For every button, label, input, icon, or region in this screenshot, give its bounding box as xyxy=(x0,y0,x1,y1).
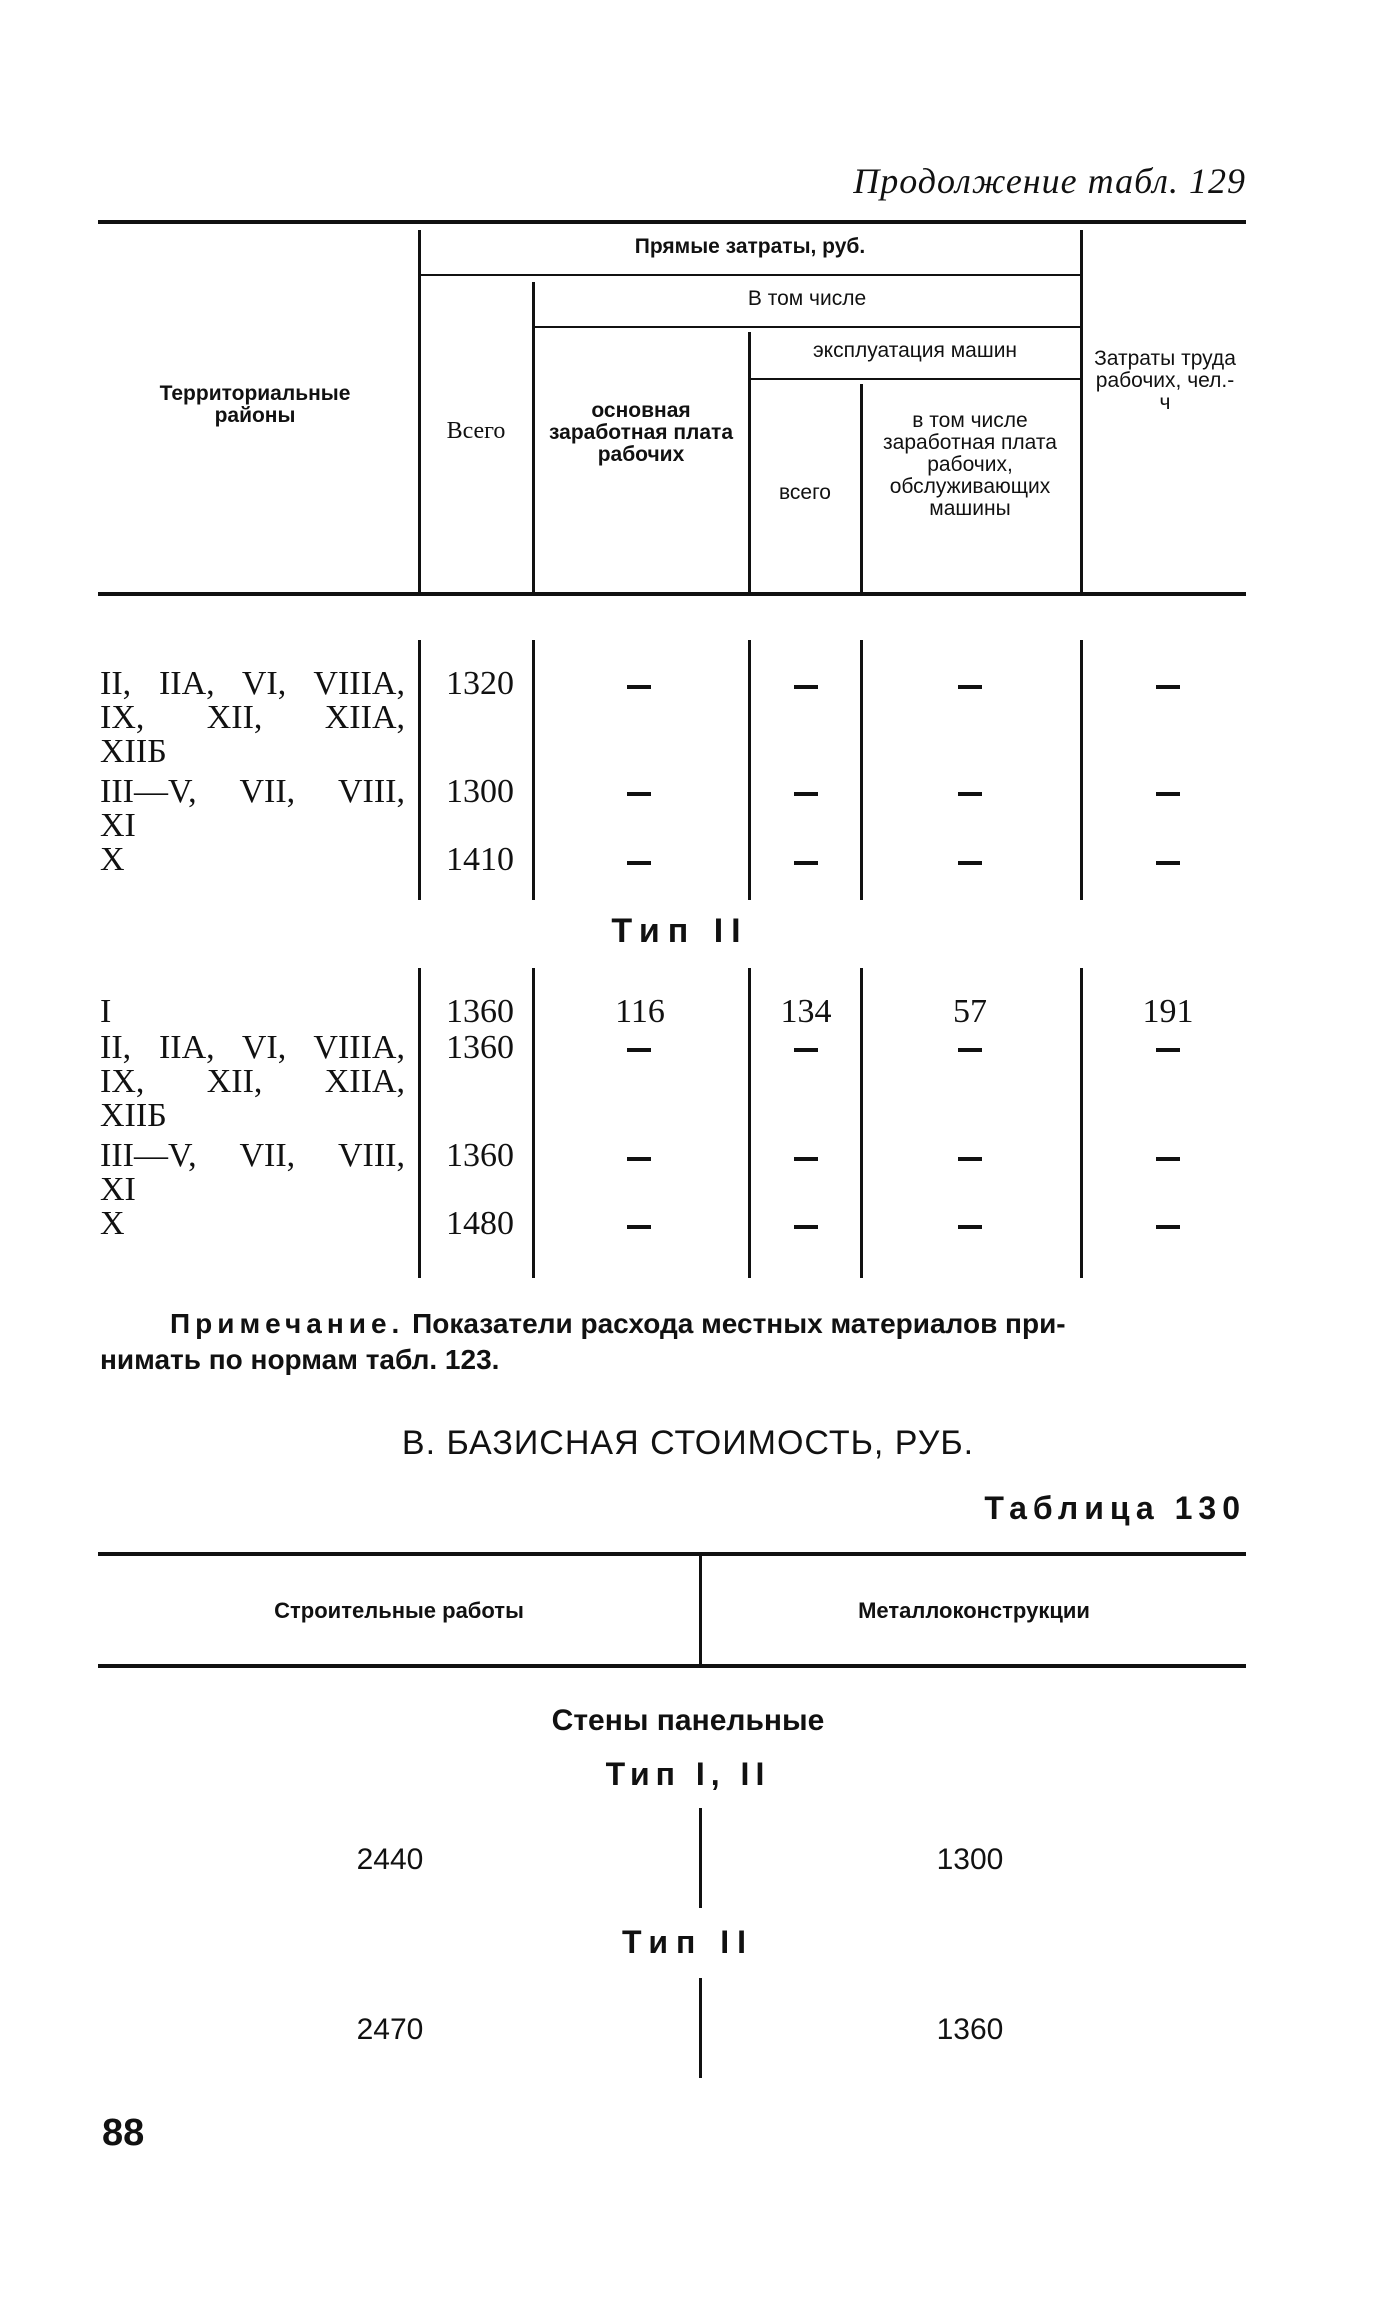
header-hline-direct xyxy=(420,274,1080,276)
dash-cell xyxy=(1156,861,1180,865)
metal-value: 1300 xyxy=(936,1843,1004,1876)
header-hline-machines xyxy=(750,378,1080,380)
table130-subtitle: Стены панельные xyxy=(551,1704,825,1737)
header-metal: Металлоконструкции xyxy=(858,1598,1090,1623)
region-label: I xyxy=(100,993,112,1030)
dash-cell xyxy=(958,1225,982,1229)
body1-vline-1 xyxy=(418,640,421,900)
header-hline-including xyxy=(534,326,1080,328)
note-line-1 xyxy=(170,1306,1250,1342)
header-machines-total: всего xyxy=(779,481,831,504)
header-base-wage: основная заработная плата рабочих xyxy=(548,399,734,466)
page-number: 88 xyxy=(102,2112,145,2154)
machines-total-cell: 134 xyxy=(780,993,832,1030)
table130-header-bottom-rule xyxy=(98,1664,1246,1668)
body2-vline-5 xyxy=(1080,968,1083,1278)
region-label: XIIБ xyxy=(100,1097,167,1134)
note-line-2: нимать по нормам табл. 123. xyxy=(100,1344,500,1375)
total-cell: 1360 xyxy=(446,1029,514,1066)
body1-vline-5 xyxy=(1080,640,1083,900)
type-label: Тип I, II xyxy=(605,1756,771,1792)
body1-vline-2 xyxy=(532,640,535,900)
body1-vline-3 xyxy=(748,640,751,900)
table-header-bottom-rule xyxy=(98,592,1246,596)
dash-cell xyxy=(794,1048,818,1052)
region-label: XI xyxy=(100,807,136,844)
dash-cell xyxy=(1156,1157,1180,1161)
body2-vline-4 xyxy=(860,968,863,1278)
table-label: Таблица 130 xyxy=(984,1490,1246,1526)
total-cell: 1410 xyxy=(446,841,514,878)
header-machines-wage: в том числе заработная плата рабочих, обслуживающих машины xyxy=(883,409,1057,520)
header-regions: Территориальные районы xyxy=(159,382,351,427)
total-cell: 1300 xyxy=(446,773,514,810)
header-vline-3 xyxy=(748,332,751,592)
header-vline-1 xyxy=(418,230,421,592)
metal-value: 1360 xyxy=(936,2013,1004,2046)
dash-cell xyxy=(1156,1225,1180,1229)
region-label: IX, XII, XIIA, xyxy=(100,1063,405,1100)
continuation-caption: Продолжение табл. 129 xyxy=(853,161,1246,201)
dash-cell xyxy=(958,1157,982,1161)
dash-cell xyxy=(958,861,982,865)
dash-cell xyxy=(958,792,982,796)
total-cell: 1360 xyxy=(446,1137,514,1174)
dash-cell xyxy=(794,1225,818,1229)
header-machine-operation: эксплуатация машин xyxy=(812,339,1018,362)
dash-cell xyxy=(1156,792,1180,796)
dash-cell xyxy=(627,685,651,689)
region-label: X xyxy=(100,841,125,878)
base-wage-cell: 116 xyxy=(615,993,665,1030)
section-title: В. БАЗИСНАЯ СТОИМОСТЬ, РУБ. xyxy=(401,1424,975,1462)
region-label: XIIБ xyxy=(100,733,167,770)
region-label: IX, XII, XIIA, xyxy=(100,699,405,736)
dash-cell xyxy=(627,1225,651,1229)
region-label: X xyxy=(100,1205,125,1242)
table130-vline-1 xyxy=(699,1808,702,1908)
type-label: Тип II xyxy=(611,912,749,950)
region-label: II, IIA, VI, VIIIA, xyxy=(100,665,405,702)
region-label: III—V, VII, VIII, xyxy=(100,773,405,810)
total-cell: 1480 xyxy=(446,1205,514,1242)
dash-cell xyxy=(794,685,818,689)
total-cell: 1360 xyxy=(446,993,514,1030)
header-vline-5 xyxy=(1080,230,1083,592)
labor-cell: 191 xyxy=(1142,993,1194,1030)
body2-vline-2 xyxy=(532,968,535,1278)
dash-cell xyxy=(794,861,818,865)
body2-vline-1 xyxy=(418,968,421,1278)
dash-cell xyxy=(627,792,651,796)
header-vline-2 xyxy=(532,282,535,592)
header-labor: Затраты труда рабочих, чел.-ч xyxy=(1094,347,1236,414)
region-label: III—V, VII, VIII, xyxy=(100,1137,405,1174)
header-construction: Строительные работы xyxy=(274,1598,524,1623)
header-total: Всего xyxy=(446,418,506,444)
construction-value: 2470 xyxy=(356,2013,424,2046)
header-direct-costs: Прямые затраты, руб. xyxy=(634,235,866,258)
dash-cell xyxy=(627,1157,651,1161)
body1-vline-4 xyxy=(860,640,863,900)
dash-cell xyxy=(1156,685,1180,689)
header-vline-4 xyxy=(860,384,863,592)
type-label: Тип II xyxy=(622,1924,754,1960)
dash-cell xyxy=(627,1048,651,1052)
total-cell: 1320 xyxy=(446,665,514,702)
dash-cell xyxy=(958,685,982,689)
dash-cell xyxy=(627,861,651,865)
dash-cell xyxy=(794,792,818,796)
region-label: XI xyxy=(100,1171,136,1208)
table130-vline-2 xyxy=(699,1978,702,2078)
dash-cell xyxy=(1156,1048,1180,1052)
region-label: II, IIA, VI, VIIIA, xyxy=(100,1029,405,1066)
machines-wage-cell: 57 xyxy=(953,993,987,1030)
note-label: Примечание. xyxy=(170,1308,405,1339)
construction-value: 2440 xyxy=(356,1843,424,1876)
table130-top-rule xyxy=(98,1552,1246,1556)
dash-cell xyxy=(794,1157,818,1161)
dash-cell xyxy=(958,1048,982,1052)
table-top-rule xyxy=(98,220,1246,224)
header-including: В том числе xyxy=(747,287,867,310)
body2-vline-3 xyxy=(748,968,751,1278)
note-text-1: Показатели расхода местных материалов при- xyxy=(412,1308,1066,1339)
